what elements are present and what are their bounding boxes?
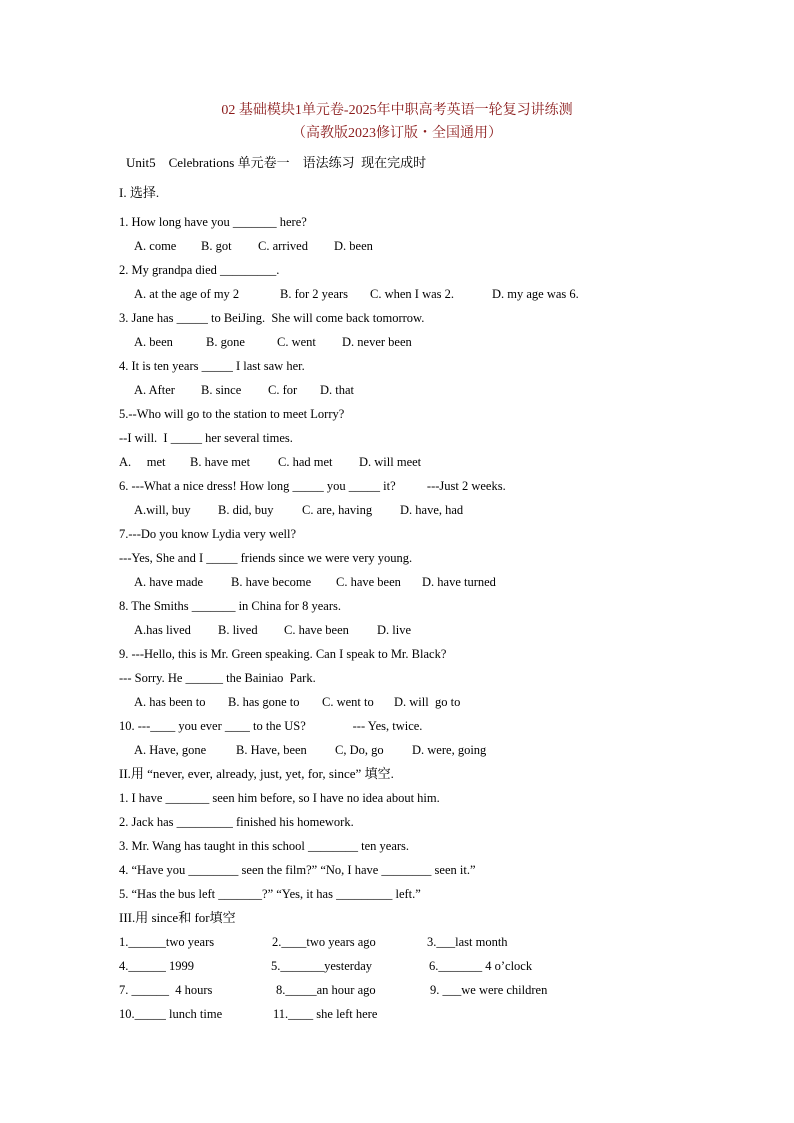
question-7-reply: ---Yes, She and I _____ friends since we were very young.: [119, 551, 413, 565]
q9-option-c: C. went to: [322, 695, 374, 709]
section-1-heading: I. 选择.: [119, 185, 160, 200]
question-1: 1. How long have you _______ here?: [119, 215, 307, 229]
q9-option-d: D. will go to: [394, 695, 461, 709]
q8-option-c: C. have been: [284, 623, 349, 637]
question-8: 8. The Smiths _______ in China for 8 years.: [119, 599, 341, 613]
question-6: 6. ---What a nice dress! How long _____ you _____ it? ---Just 2 weeks.: [119, 479, 506, 493]
q3-option-c: C. went: [277, 335, 316, 349]
q1-option-d: D. been: [334, 239, 373, 253]
question-4: 4. It is ten years _____ I last saw her.: [119, 359, 305, 373]
fill-item-4: 4. “Have you ________ seen the film?” “No, I have ________ seen it.”: [119, 863, 476, 877]
q2-option-a: A. at the age of my 2: [134, 287, 240, 301]
q3-option-a: A. been: [134, 335, 173, 349]
q5-option-b: B. have met: [190, 455, 251, 469]
q5-option-a: A. met: [119, 455, 166, 469]
section-3-heading: III.用 since和 for填空: [119, 910, 236, 925]
since-for-item-2: 2.____two years ago: [272, 935, 376, 949]
since-for-item-8: 8._____an hour ago: [276, 983, 376, 997]
q4-option-d: D. that: [320, 383, 355, 397]
q7-option-a: A. have made: [134, 575, 204, 589]
fill-item-2: 2. Jack has _________ finished his homework.: [119, 815, 354, 829]
q4-option-c: C. for: [268, 383, 298, 397]
q10-option-c: C, Do, go: [335, 743, 384, 757]
q8-option-b: B. lived: [218, 623, 258, 637]
q3-option-d: D. never been: [342, 335, 412, 349]
since-for-item-1: 1.______two years: [119, 935, 215, 949]
q9-option-b: B. has gone to: [228, 695, 300, 709]
q6-option-c: C. are, having: [302, 503, 373, 517]
q5-option-d: D. will meet: [359, 455, 422, 469]
q8-option-a: A.has lived: [134, 623, 191, 637]
question-9: 9. ---Hello, this is Mr. Green speaking. Can I speak to Mr. Black?: [119, 647, 447, 661]
q8-option-d: D. live: [377, 623, 412, 637]
q10-option-b: B. Have, been: [236, 743, 307, 757]
q7-option-b: B. have become: [231, 575, 312, 589]
question-5: 5.--Who will go to the station to meet Lorry?: [119, 407, 345, 421]
q5-option-c: C. had met: [278, 455, 333, 469]
section-2-heading: II.用 “never, ever, already, just, yet, for, since” 填空.: [119, 766, 394, 781]
q9-option-a: A. has been to: [134, 695, 206, 709]
q1-option-c: C. arrived: [258, 239, 308, 253]
q10-option-d: D. were, going: [412, 743, 487, 757]
q2-option-d: D. my age was 6.: [492, 287, 579, 301]
question-5-reply: --I will. I _____ her several times.: [119, 431, 293, 445]
q10-option-a: A. Have, gone: [134, 743, 207, 757]
fill-item-3: 3. Mr. Wang has taught in this school ________ ten years.: [119, 839, 410, 853]
q4-option-a: A. After: [134, 383, 175, 397]
document-title: 02 基础模块1单元卷-2025年中职高考英语一轮复习讲练测: [221, 103, 573, 118]
since-for-item-5: 5._______yesterday: [271, 959, 373, 973]
q6-option-d: D. have, had: [400, 503, 464, 517]
since-for-item-3: 3.___last month: [427, 935, 508, 949]
q6-option-b: B. did, buy: [218, 503, 274, 517]
q1-option-a: A. come: [134, 239, 177, 253]
q1-option-b: B. got: [201, 239, 232, 253]
q7-option-c: C. have been: [336, 575, 401, 589]
since-for-item-9: 9. ___we were children: [430, 983, 548, 997]
question-2: 2. My grandpa died _________.: [119, 263, 280, 277]
since-for-item-10: 10._____ lunch time: [119, 1007, 223, 1021]
since-for-item-11: 11.____ she left here: [273, 1007, 378, 1021]
q4-option-b: B. since: [201, 383, 242, 397]
q6-option-a: A.will, buy: [134, 503, 191, 517]
question-10: 10. ---____ you ever ____ to the US? --- Yes, twice.: [119, 719, 423, 733]
since-for-item-7: 7. ______ 4 hours: [119, 983, 213, 997]
fill-item-1: 1. I have _______ seen him before, so I have no idea about him.: [119, 791, 440, 805]
since-for-item-4: 4.______ 1999: [119, 959, 194, 973]
q3-option-b: B. gone: [206, 335, 245, 349]
unit-heading: Unit5 Celebrations 单元卷一 语法练习 现在完成时: [126, 155, 427, 170]
since-for-item-6: 6._______ 4 o’clock: [429, 959, 533, 973]
question-7: 7.---Do you know Lydia very well?: [119, 527, 297, 541]
q7-option-d: D. have turned: [422, 575, 496, 589]
question-3: 3. Jane has _____ to BeiJing. She will come back tomorrow.: [119, 311, 425, 325]
document-subtitle: （高教版2023修订版・全国通用）: [292, 126, 502, 141]
q2-option-b: B. for 2 years: [280, 287, 349, 301]
fill-item-5: 5. “Has the bus left _______?” “Yes, it has _________ left.”: [119, 887, 421, 901]
question-9-reply: --- Sorry. He ______ the Bainiao Park.: [119, 671, 316, 685]
q2-option-c: C. when I was 2.: [370, 287, 455, 301]
